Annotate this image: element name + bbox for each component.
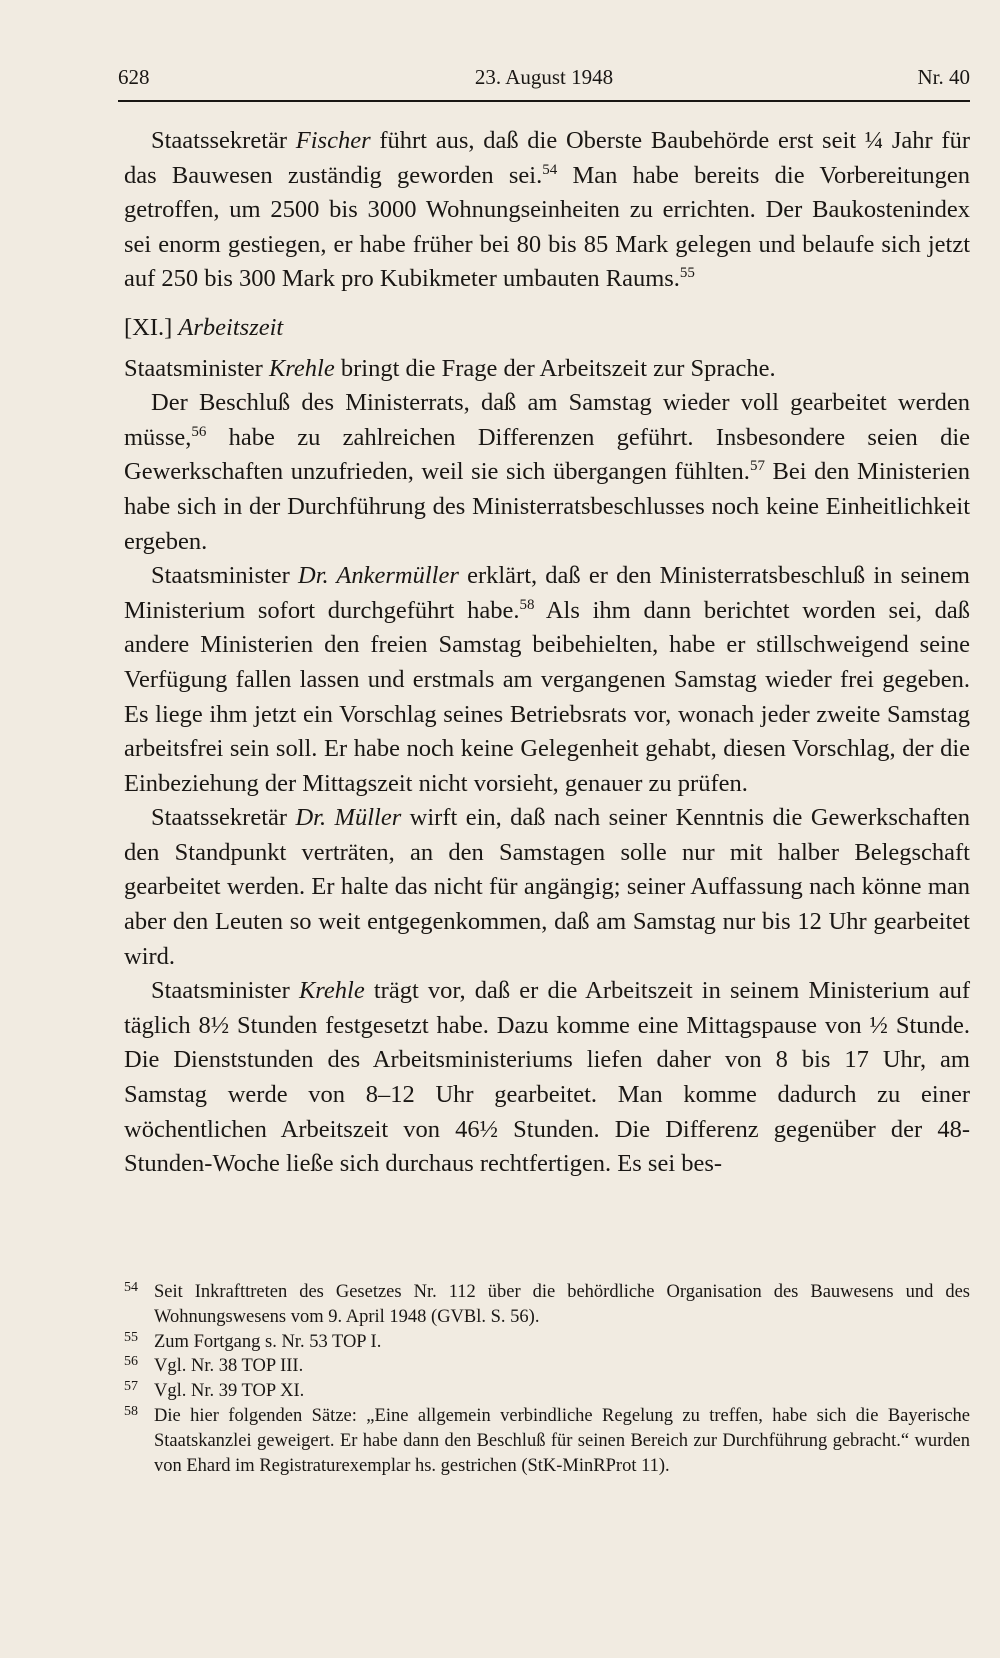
section-number: [XI.] (124, 313, 173, 341)
footnote (124, 1404, 970, 1478)
text-run: Staatssekretär (151, 127, 296, 154)
text-run: Der Beschluß des Ministerrats, daß am Samstag wieder voll gearbeitet werden müsse, (124, 389, 970, 451)
footnote-ref[interactable]: 54 (542, 161, 558, 178)
footnote-text: Zum Fortgang s. Nr. 53 TOP I. (154, 1331, 382, 1352)
section-title: Arbeitszeit (178, 313, 284, 341)
footnote-number: 58 (124, 1403, 138, 1419)
footnote-ref[interactable]: 55 (679, 265, 695, 282)
footnote-number: 56 (124, 1354, 138, 1370)
issue-number: Nr. 40 (917, 65, 970, 89)
footnote-text: Vgl. Nr. 38 TOP III. (154, 1356, 304, 1377)
section-heading (124, 311, 970, 346)
text-run: Staatsminister (151, 977, 299, 1005)
speaker-name: Dr. Ankermüller (298, 562, 459, 590)
text-run: Staatsminister (151, 562, 299, 590)
footnote-text: Die hier folgenden Sätze: „Eine allgemein verbindliche Regelung zu treffen, habe sich die Bayerische Staatskanzlei geweigert. Er habe dann den Beschluß für seinen Bereich zur Durchführung gebracht.“ wurden von Ehard im Registraturexemplar hs. gestrichen (StK-MinRProt 11). (154, 1405, 970, 1476)
footnote-text: Vgl. Nr. 39 TOP XI. (154, 1381, 305, 1402)
footnote-ref[interactable]: 56 (191, 423, 207, 440)
text-run: Als ihm dann berichtet worden sei, daß andere Ministerien den freien Samstag beibehielten, habe er stillschweigend seine Verfügung fallen lassen und erstmals am vergangenen Samstag wieder frei gegeben. Es liege ihm jetzt ein Vorschlag seines Betriebsrats vor, wonach jeder zweite Samstag arbeitsfrei sein soll. Er habe noch keine Gelegenheit gehabt, diesen Vorschlag, der die Einbeziehung der Mittagszeit nicht vorsieht, genauer zu prüfen. (124, 596, 970, 797)
footnote (124, 1354, 970, 1379)
footnote-number: 57 (124, 1379, 138, 1395)
paragraph (124, 801, 970, 974)
text-run: erklärt, daß er den Ministerratsbeschluß in seinem Ministerium sofort durchgeführt habe. (124, 562, 970, 624)
text-run: wirft ein, daß nach seiner Kenntnis die Gewerkschaften den Standpunkt verträten, an den Samstagen solle nur mit halber Belegschaft gearbeitet werden. Er halte das nicht für angängig; seiner Auffassung nach könne man aber den Leuten so weit entgegenkommen, daß am Samstag nur bis 12 Uhr gearbeitet wird. (124, 804, 970, 970)
header-rule (118, 100, 970, 102)
header-date: 23. August 1948 (474, 65, 614, 89)
page-number: 628 (118, 65, 150, 89)
footnote-number: 55 (124, 1329, 138, 1345)
text-run: trägt vor, daß er die Arbeitszeit in seinem Ministerium auf täglich 8½ Stunden festgesetzt habe. Dazu komme eine Mittagspause von ½ Stunde. Die Dienststunden des Arbeitsministeriums liefen daher von 8 bis 17 Uhr, am Samstag werde von 8–12 Uhr gearbeitet. Man komme dadurch zu einer wöchentlichen Arbeitszeit von 46½ Stunden. Die Differenz gegenüber der 48-Stunden-Woche ließe sich durchaus rechtfertigen. Es sei bes- (124, 977, 971, 1178)
text-run: Staatsminister (124, 354, 269, 382)
footnote-number: 54 (124, 1280, 138, 1295)
footnotes (124, 1280, 970, 1478)
paragraph (124, 352, 970, 387)
running-header (118, 62, 970, 96)
text-run: Man habe bereits die Vorbereitungen getroffen, um 2500 bis 3000 Wohnungseinheiten zu errichten. Der Baukostenindex sei enorm gestiegen, er habe früher bei 80 bis 85 Mark gelegen und belaufe sich jetzt auf 250 bis 300 Mark pro Kubikmeter umbauten Raums. (124, 161, 970, 293)
main-text (124, 124, 970, 1182)
text-run: habe zu zahlreichen Differenzen geführt. Insbesondere seien die Gewerkschaften unzufrieden, weil sie sich übergangen fühlten. (124, 423, 970, 486)
text-run: führt aus, daß die Oberste Baubehörde erst seit ¼ Jahr für das Bauwesen zuständig geworden sei. (124, 127, 970, 189)
paragraph (124, 124, 970, 297)
speaker-name: Krehle (298, 977, 365, 1005)
text-run: Staatssekretär (151, 804, 296, 832)
paragraph (124, 559, 970, 801)
footnote (124, 1280, 970, 1330)
text-run: bringt die Frage der Arbeitszeit zur Sprache. (334, 354, 776, 382)
paragraph (124, 386, 970, 559)
text-run: Bei den Ministerien habe sich in der Durchführung des Ministerratsbeschlusses noch keine Einheitlichkeit ergeben. (124, 458, 970, 555)
paragraph (124, 974, 970, 1182)
footnote-text: Seit Inkrafttreten des Gesetzes Nr. 112 über die behördliche Organisation des Bauwesens und des Wohnungswesens vom 9. April 1948 (GVBl. S. 56). (154, 1282, 970, 1327)
speaker-name: Dr. Müller (295, 804, 402, 832)
footnote-ref[interactable]: 58 (519, 596, 535, 613)
footnote (124, 1330, 970, 1355)
speaker-name: Fischer (295, 127, 371, 154)
footnote (124, 1379, 970, 1404)
speaker-name: Krehle (268, 354, 335, 382)
footnote-ref[interactable]: 57 (749, 458, 765, 475)
